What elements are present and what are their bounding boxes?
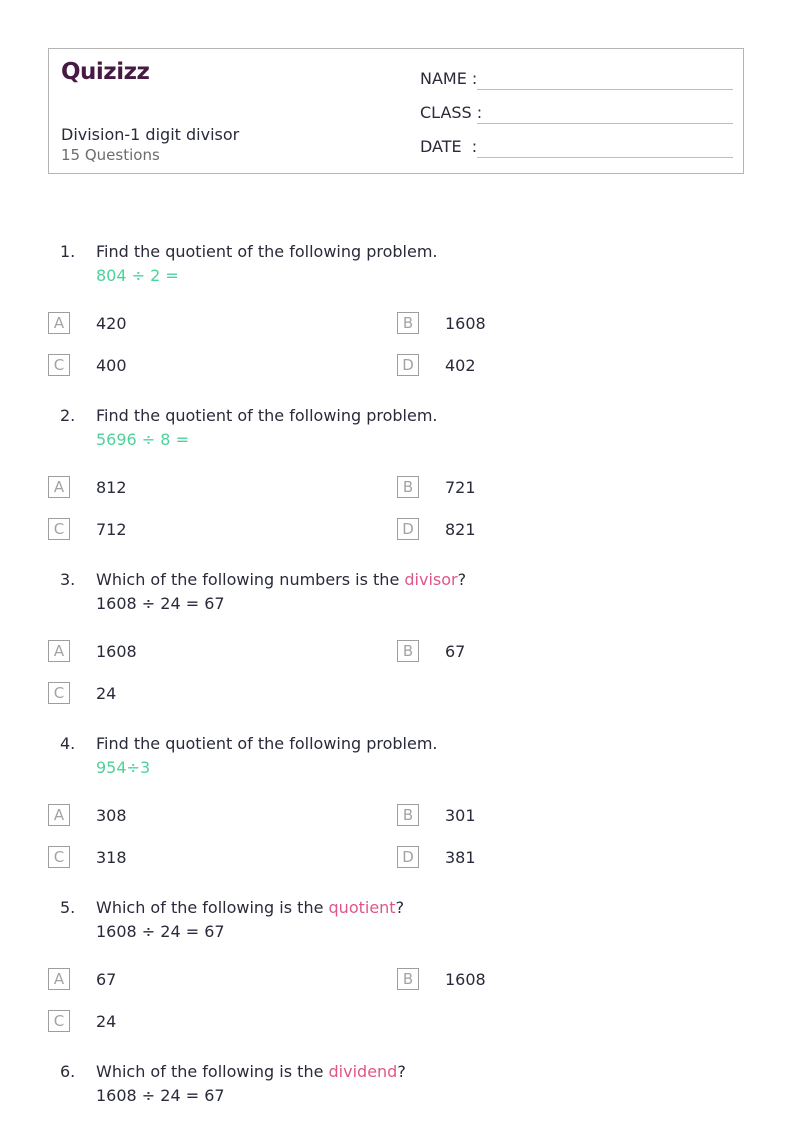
question-text-after: ? (395, 898, 405, 917)
option-text: 821 (445, 520, 476, 539)
option-text: 308 (96, 806, 127, 825)
option-text: 1608 (445, 314, 486, 333)
question-expression: 1608 ÷ 24 = 67 (96, 1086, 225, 1105)
option-letter-box[interactable]: B (397, 968, 419, 990)
option-text: 67 (445, 642, 466, 661)
option-text: 400 (96, 356, 127, 375)
option-letter-box[interactable]: D (397, 846, 419, 868)
option-letter-box[interactable]: C (48, 518, 70, 540)
option-text: 812 (96, 478, 127, 497)
option-text: 301 (445, 806, 476, 825)
quizizz-logo: Quizizz (61, 59, 150, 85)
question-expression: 954÷3 (96, 758, 151, 777)
option-letter-box[interactable]: A (48, 968, 70, 990)
option-letter-box[interactable]: A (48, 804, 70, 826)
question-number: 1. (60, 242, 76, 261)
question-number: 2. (60, 406, 76, 425)
question-text (96, 570, 466, 589)
option-letter-box[interactable]: A (48, 640, 70, 662)
option-text: 1608 (445, 970, 486, 989)
question-text-before: Find the quotient of the following problem. (96, 406, 438, 425)
worksheet-header (48, 48, 744, 174)
option-text: 712 (96, 520, 127, 539)
question-highlight-term: quotient (328, 898, 396, 917)
option-letter-box[interactable]: A (48, 312, 70, 334)
option-letter-box[interactable]: C (48, 1010, 70, 1032)
class-label: CLASS : (420, 103, 483, 122)
option-text: 1608 (96, 642, 137, 661)
question-expression: 1608 ÷ 24 = 67 (96, 594, 225, 613)
question-expression: 804 ÷ 2 = (96, 266, 179, 285)
class-line (477, 123, 733, 124)
option-text: 402 (445, 356, 476, 375)
question-highlight-term: divisor (404, 570, 458, 589)
question-text-before: Which of the following is the (96, 898, 329, 917)
option-text: 721 (445, 478, 476, 497)
name-label: NAME : (420, 69, 478, 88)
question-text (96, 734, 438, 753)
question-highlight-term: dividend (328, 1062, 398, 1081)
option-text: 24 (96, 684, 117, 703)
question-number: 4. (60, 734, 76, 753)
question-number: 3. (60, 570, 76, 589)
date-line (477, 157, 733, 158)
option-letter-box[interactable]: B (397, 804, 419, 826)
question-text-before: Find the quotient of the following problem. (96, 734, 438, 753)
option-letter-box[interactable]: C (48, 682, 70, 704)
question-text (96, 898, 404, 917)
question-text-after: ? (457, 570, 467, 589)
question-expression: 1608 ÷ 24 = 67 (96, 922, 225, 941)
date-label: DATE : (420, 137, 478, 156)
option-letter-box[interactable]: B (397, 640, 419, 662)
question-text-before: Which of the following is the (96, 1062, 329, 1081)
option-text: 67 (96, 970, 117, 989)
option-text: 381 (445, 848, 476, 867)
option-letter-box[interactable]: C (48, 846, 70, 868)
option-text: 24 (96, 1012, 117, 1031)
question-text-before: Which of the following numbers is the (96, 570, 405, 589)
question-text-after: ? (397, 1062, 406, 1081)
option-letter-box[interactable]: B (397, 476, 419, 498)
option-text: 318 (96, 848, 127, 867)
option-letter-box[interactable]: D (397, 518, 419, 540)
option-letter-box[interactable]: D (397, 354, 419, 376)
option-text: 420 (96, 314, 127, 333)
option-letter-box[interactable]: A (48, 476, 70, 498)
option-letter-box[interactable]: B (397, 312, 419, 334)
name-line (477, 89, 733, 90)
question-number: 5. (60, 898, 76, 917)
question-text (96, 406, 438, 425)
question-expression: 5696 ÷ 8 = (96, 430, 189, 449)
question-count: 15 Questions (61, 146, 160, 164)
question-text (96, 242, 438, 261)
worksheet-title: Division-1 digit divisor (61, 125, 240, 144)
question-number: 6. (60, 1062, 76, 1081)
question-text-before: Find the quotient of the following problem. (96, 242, 438, 261)
option-letter-box[interactable]: C (48, 354, 70, 376)
question-text (96, 1062, 406, 1081)
